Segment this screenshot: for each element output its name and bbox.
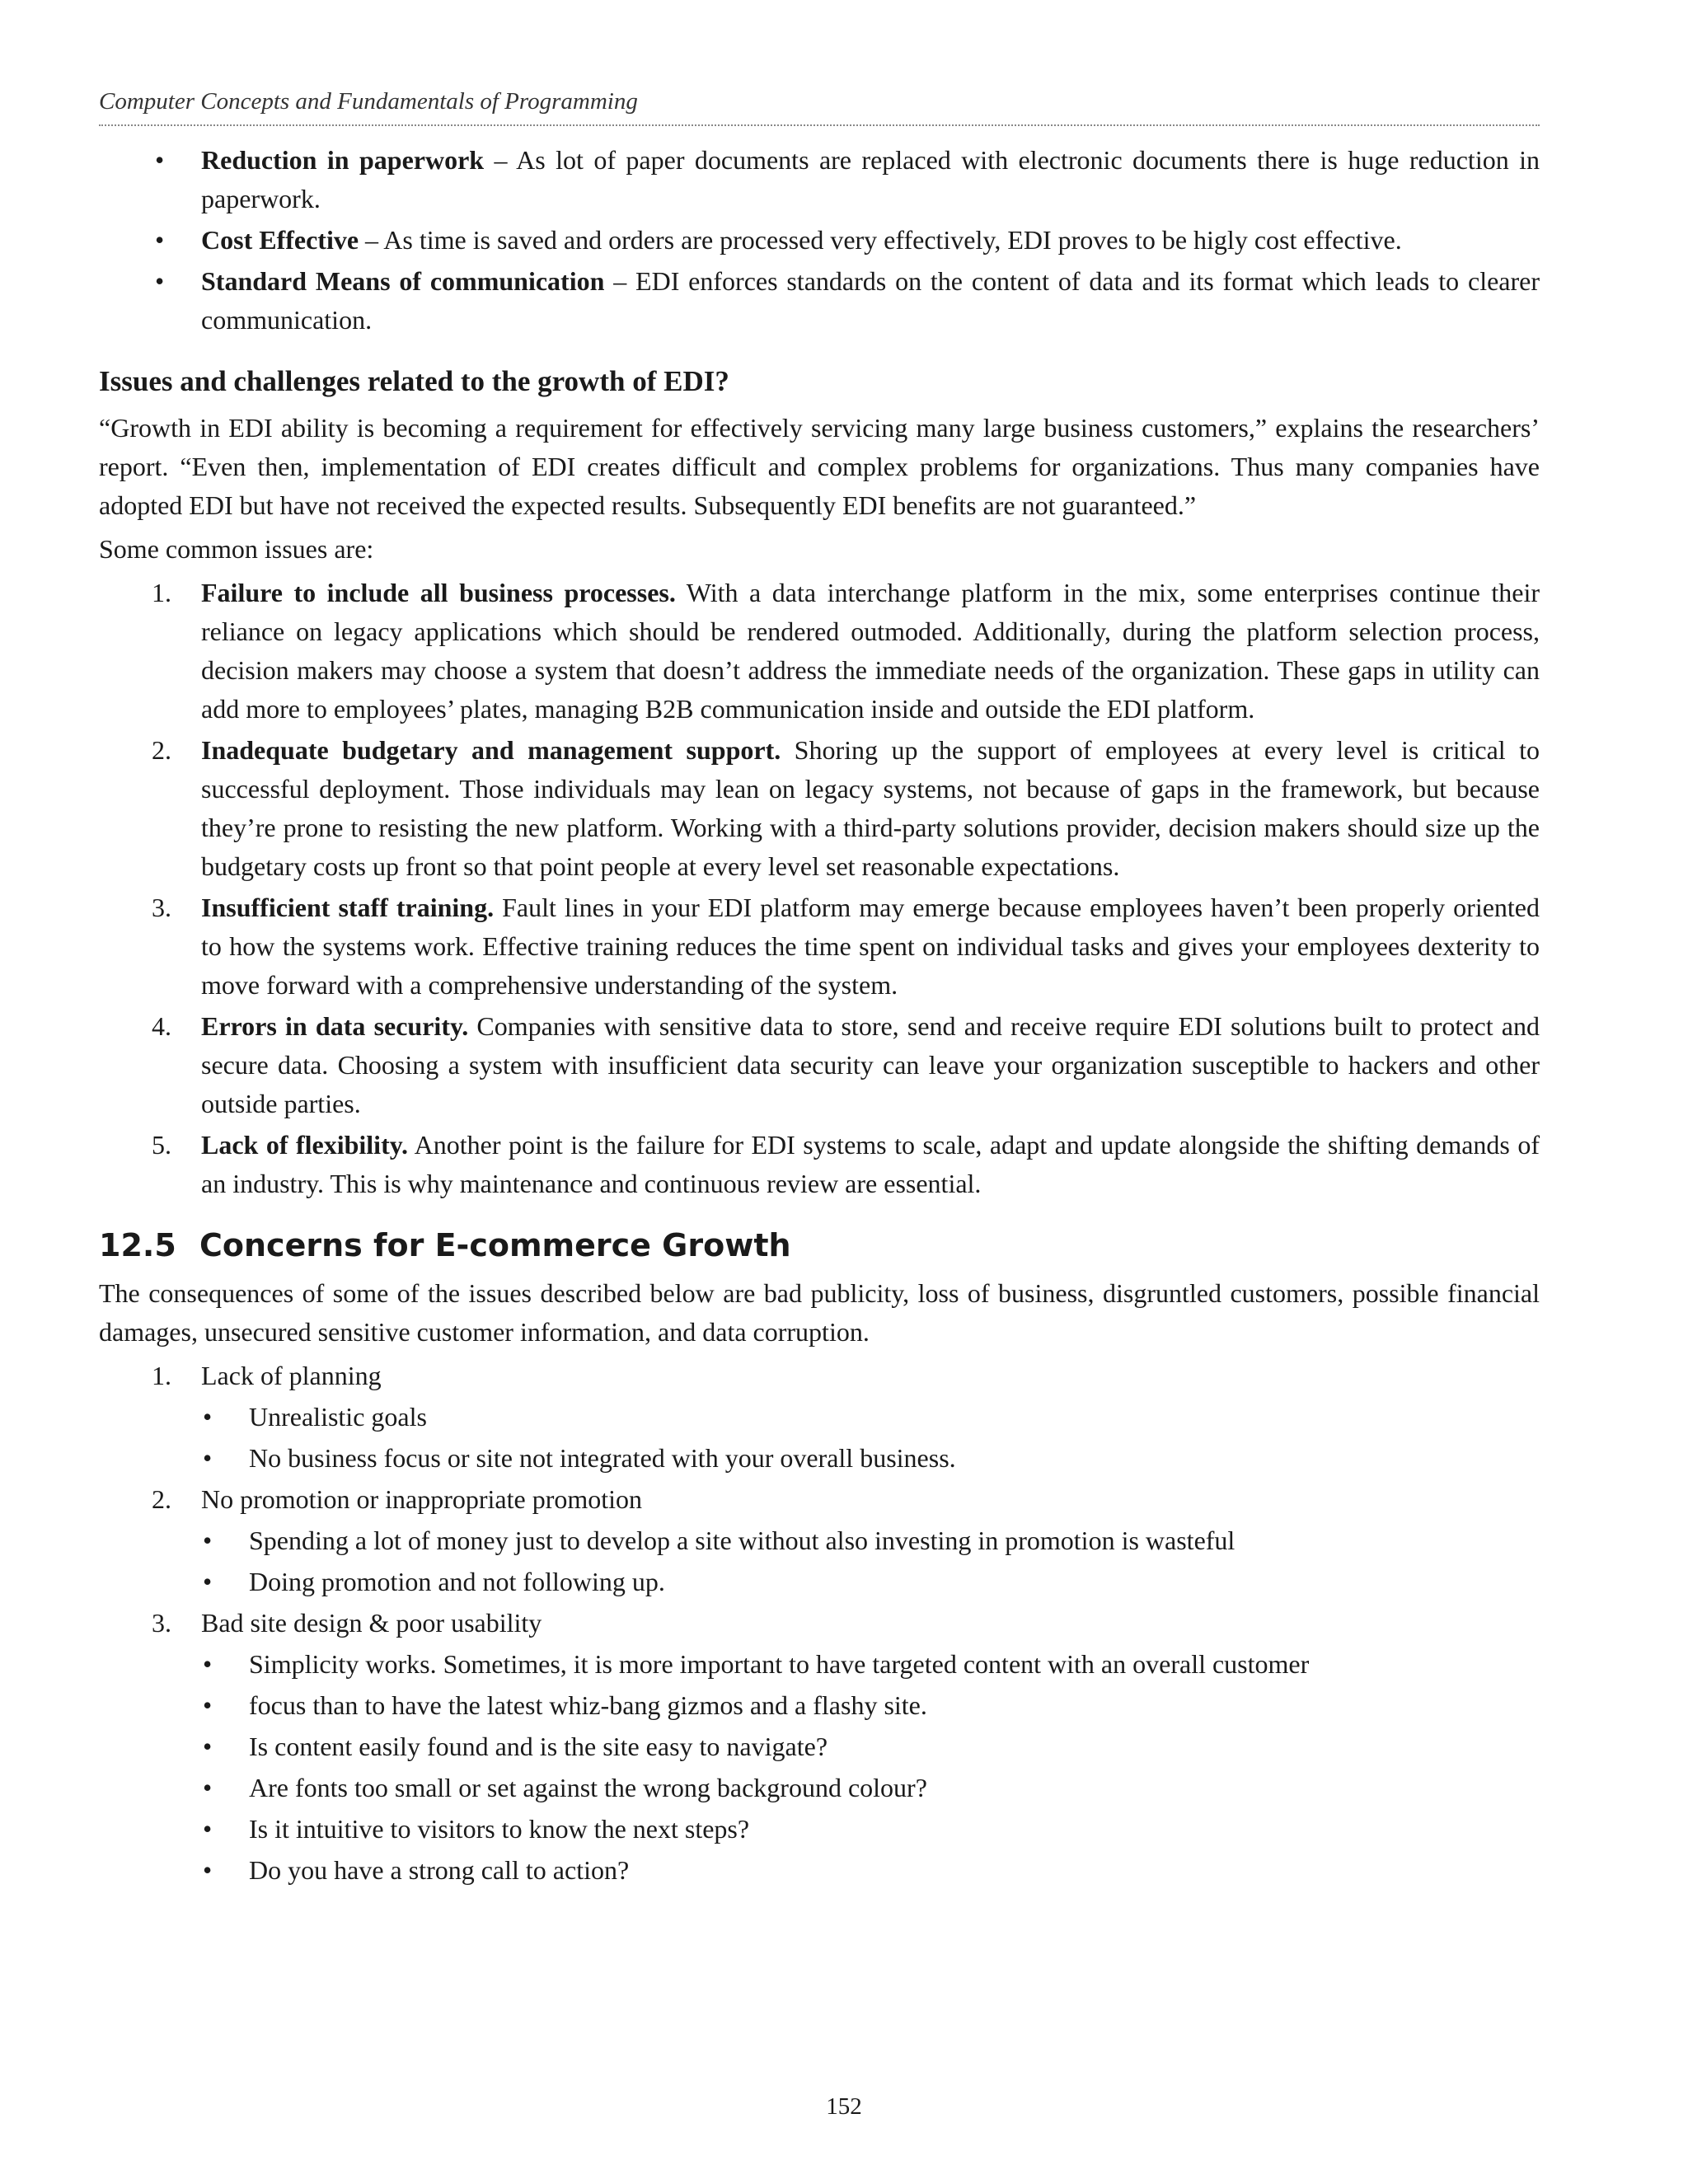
item-term: Inadequate budgetary and management support. (201, 735, 781, 765)
list-item (99, 1126, 1540, 1203)
list-item (99, 262, 1540, 340)
list-item (99, 888, 1540, 1005)
section-number: 12.5 (99, 1227, 176, 1263)
issues-quote: “Growth in EDI ability is becoming a requirement for effectively servicing many large business customers,” explains the researchers’ report. “Even then, implementation of EDI creates difficult and complex problems for organizations. Thus many companies have adopted EDI but have not received the expected results. Subsequently EDI benefits are not guaranteed.” (99, 413, 1540, 520)
sub-item: • No business focus or site not integrated with your overall business. (201, 1439, 1540, 1478)
item-text: – As time is saved and orders are processed very effectively, EDI proves to be higly cost effective. (359, 225, 1402, 255)
issues-intro: Some common issues are: (99, 534, 374, 564)
item-text: With a data interchange platform in the mix, some enterprises continue their reliance on legacy applications which should be rendered outmoded. Additionally, during the platform selection process, decision makers may choose a system that doesn’t address the immediate needs of the organization. These gaps in utility can add more to employees’ plates, managing B2B communication inside and outside the EDI platform. (201, 578, 1540, 724)
page-content (99, 82, 1540, 1892)
concern-title: No promotion or inappropriate promotion (201, 1484, 643, 1514)
item-term: Insufficient staff training. (201, 893, 495, 922)
concern-subitems (201, 1521, 1540, 1601)
item-term: Standard Means of communication (201, 266, 605, 296)
list-item (99, 221, 1540, 260)
sub-item: • Is it intuitive to visitors to know the next steps? (201, 1810, 1540, 1849)
item-text: – As lot of paper documents are replaced with electronic documents there is huge reduction in paperwork. (201, 145, 1540, 213)
item-text: Companies with sensitive data to store, send and receive require EDI solutions built to protect and secure data. Choosing a system with insufficient data security can leave your organization susceptible to hackers and other outside parties. (201, 1011, 1540, 1118)
advantages-list (99, 141, 1540, 340)
sub-item: • Unrealistic goals (201, 1398, 1540, 1436)
list-item (99, 574, 1540, 729)
item-term: Reduction in paperwork (201, 145, 485, 175)
item-text: Another point is the failure for EDI systems to scale, adapt and update alongside the shifting demands of an industry. This is why maintenance and continuous review are essential. (201, 1130, 1540, 1198)
item-number: 5. (152, 1130, 171, 1160)
list-item (99, 141, 1540, 218)
item-text: – EDI enforces standards on the content of data and its format which leads to clearer communication. (201, 266, 1540, 335)
item-term: Failure to include all business processes. (201, 578, 676, 607)
item-number: 1. (152, 1361, 171, 1390)
concerns-list (99, 1357, 1540, 1890)
issues-list (99, 574, 1540, 1203)
sub-item: • Is content easily found and is the site easy to navigate? (201, 1727, 1540, 1766)
item-term: Cost Effective (201, 225, 359, 255)
concern-title: Bad site design & poor usability (201, 1608, 542, 1638)
sub-item: • Doing promotion and not following up. (201, 1563, 1540, 1601)
sub-item: • focus than to have the latest whiz-bang gizmos and a flashy site. (201, 1686, 1540, 1725)
item-number: 2. (152, 735, 171, 765)
sub-item: • Spending a lot of money just to develop a site without also investing in promotion is wasteful (201, 1521, 1540, 1560)
concern-subitems (201, 1645, 1540, 1890)
list-item (99, 1007, 1540, 1123)
item-text: Fault lines in your EDI platform may emerge because employees haven’t been properly oriented to how the systems work. Effective training reduces the time spent on individual tasks and gives your employees dexterity to move forward with a comprehensive understanding of the system. (201, 893, 1540, 1000)
page-number: 152 (826, 2093, 862, 2120)
list-item (99, 1604, 1540, 1890)
item-number: 3. (152, 1608, 171, 1638)
issues-heading: Issues and challenges related to the growth of EDI? (99, 365, 729, 397)
running-header: Computer Concepts and Fundamentals of Programming (99, 82, 1540, 126)
list-item (99, 1480, 1540, 1601)
sub-item: • Simplicity works. Sometimes, it is more important to have targeted content with an overall customer (201, 1645, 1540, 1684)
section-intro: The consequences of some of the issues described below are bad publicity, loss of business, disgruntled customers, possible financial damages, unsecured sensitive customer information, and data corruption. (99, 1278, 1540, 1347)
item-number: 1. (152, 578, 171, 607)
concern-title: Lack of planning (201, 1361, 382, 1390)
concern-subitems (201, 1398, 1540, 1478)
section-heading (99, 1225, 1540, 1266)
item-term: Lack of flexibility. (201, 1130, 408, 1160)
list-item (99, 731, 1540, 886)
sub-item: • Do you have a strong call to action? (201, 1851, 1540, 1890)
section-title: Concerns for E-commerce Growth (199, 1227, 791, 1263)
item-number: 4. (152, 1011, 171, 1041)
list-item (99, 1357, 1540, 1478)
item-text: Shoring up the support of employees at every level is critical to successful deployment. Those individuals may lean on legacy systems, not because of gaps in the framework, but because they’re prone to resisting the new platform. Working with a third-party solutions provider, decision makers should size up the budgetary costs up front so that point people at every level set reasonable expectations. (201, 735, 1540, 881)
sub-item: • Are fonts too small or set against the wrong background colour? (201, 1769, 1540, 1807)
item-number: 2. (152, 1484, 171, 1514)
item-number: 3. (152, 893, 171, 922)
item-term: Errors in data security. (201, 1011, 469, 1041)
